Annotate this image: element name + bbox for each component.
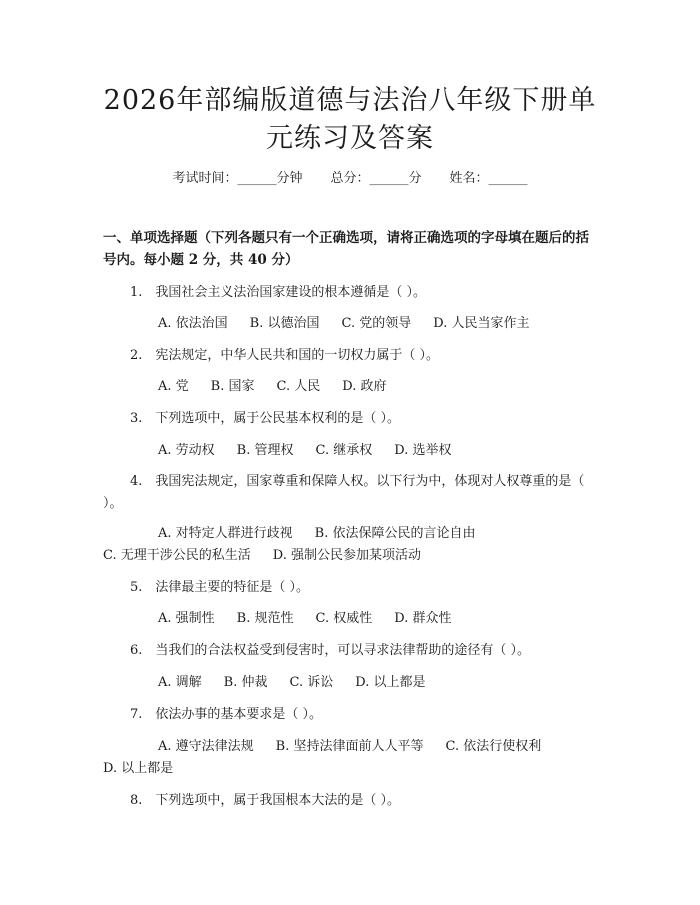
option-d: D. 选举权 xyxy=(394,443,452,458)
option-d: D. 以上都是 xyxy=(103,761,174,776)
section-heading: 一、单项选择题（下列各题只有一个正确选项，请将正确选项的字母填在题后的括号内。每小题 2 分，共 40 分） xyxy=(103,230,589,268)
question-options xyxy=(103,313,599,335)
question-options xyxy=(103,736,599,780)
option-c: C. 诉讼 xyxy=(289,675,334,690)
option-b: B. 依法保障公民的言论自由 xyxy=(314,526,476,541)
question-text: 2. 宪法规定，中华人民共和国的一切权力属于（ ）。 xyxy=(130,348,440,363)
question-text: 8. 下列选项中，属于我国根本大法的是（ ）。 xyxy=(130,793,401,808)
option-b: B. 管理权 xyxy=(236,443,294,458)
option-b: B. 以德治国 xyxy=(249,316,320,331)
option-c: C. 人民 xyxy=(276,379,321,394)
option-d: D. 以上都是 xyxy=(355,675,426,690)
total-score-field: 总分：______分 xyxy=(330,171,422,186)
option-a: A. 党 xyxy=(158,379,189,394)
question-text: 7. 依法办事的基本要求是（ ）。 xyxy=(130,707,323,722)
option-c: C. 依法行使权利 xyxy=(445,739,542,754)
option-a: A. 遵守法律法规 xyxy=(158,739,254,754)
option-a: A. 劳动权 xyxy=(158,443,215,458)
option-c: C. 无理干涉公民的私生活 xyxy=(103,548,251,563)
question-text: 6. 当我们的合法权益受到侵害时，可以寻求法律帮助的途径有（ ）。 xyxy=(130,643,531,658)
student-name-field: 姓名：______ xyxy=(449,171,528,186)
exam-time-field: 考试时间：______分钟 xyxy=(172,171,303,186)
option-b: B. 国家 xyxy=(210,379,255,394)
question-text: 3. 下列选项中，属于公民基本权利的是（ ）。 xyxy=(130,411,401,426)
option-a: A. 依法治国 xyxy=(158,316,228,331)
option-c: C. 党的领导 xyxy=(341,316,412,331)
option-b: B. 仲裁 xyxy=(223,675,268,690)
question-options xyxy=(103,376,599,398)
option-d: D. 政府 xyxy=(342,379,387,394)
option-d: D. 人民当家作主 xyxy=(433,316,530,331)
option-c: C. 继承权 xyxy=(315,443,373,458)
option-a: A. 强制性 xyxy=(158,611,215,626)
question-options xyxy=(103,440,599,462)
question-options xyxy=(103,523,599,567)
option-a: A. 对特定人群进行歧视 xyxy=(158,526,293,541)
document-title: 2026年部编版道德与法治八年级下册单元练习及答案 xyxy=(103,85,597,154)
question-text: 1. 我国社会主义法治国家建设的根本遵循是（ ）。 xyxy=(130,285,427,300)
question-text: 5. 法律最主要的特征是（ ）。 xyxy=(130,580,310,595)
question-options xyxy=(103,672,599,694)
option-b: B. 规范性 xyxy=(236,611,294,626)
exam-info-line xyxy=(0,170,700,188)
option-d: D. 强制公民参加某项活动 xyxy=(272,548,421,563)
question-options xyxy=(103,608,599,630)
question-text: 4. 我国宪法规定，国家尊重和保障人权。以下行为中，体现对人权尊重的是（ ）。 xyxy=(103,474,585,511)
option-a: A. 调解 xyxy=(158,675,202,690)
option-b: B. 坚持法律面前人人平等 xyxy=(275,739,424,754)
option-c: C. 权威性 xyxy=(315,611,373,626)
option-d: D. 群众性 xyxy=(394,611,452,626)
